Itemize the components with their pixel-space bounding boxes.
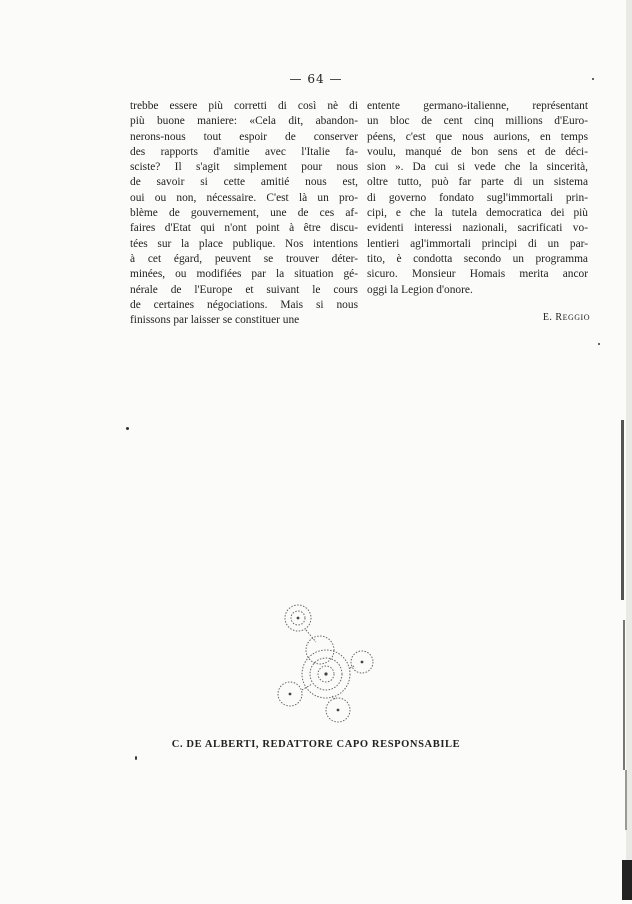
scan-speck	[135, 756, 137, 760]
left-column	[130, 99, 358, 328]
text-line: de certaines négociations. Mais si nous	[130, 298, 358, 311]
text-line: un bloc de cent cinq millions d'Euro-	[367, 115, 588, 128]
text-line: voulu, manqué de bon sens et de déci-	[367, 145, 588, 158]
text-line: lentieri agl'immortali principi di un par-	[367, 237, 588, 250]
text-line: blème de gouvernement, une de ces af-	[130, 207, 358, 220]
page-number: — 64 —	[289, 72, 343, 86]
signature-initial: E. R	[542, 312, 563, 323]
scan-speck	[126, 427, 129, 430]
text-line: nérale de l'Europe et suivant le cours	[130, 283, 358, 296]
text-line: sicuro. Monsieur Homais merita ancor	[367, 268, 588, 281]
text-line: più buone maniere: «Cela dit, abandon-	[130, 115, 358, 128]
scan-speck	[592, 78, 594, 80]
right-column	[367, 99, 588, 298]
scan-edge-shadow	[612, 0, 632, 900]
text-line: trebbe essere più corretti di così nè di	[130, 100, 358, 112]
signature-rest: EGGIO	[562, 313, 590, 322]
text-line: oltre tutto, può far parte di un sistema	[367, 176, 588, 189]
author-signature	[543, 312, 590, 323]
text-line: sion ». Da cui si vede che la sincerità,	[367, 161, 588, 174]
footer-editor-credit: C. DE ALBERTI, REDATTORE CAPO RESPONSABILE	[171, 739, 461, 750]
text-line: des rapports d'amitie avec l'Italie fa-	[130, 145, 358, 158]
text-line: finissons par laisser se constituer une	[130, 314, 300, 327]
text-line: tées sur la place publique. Nos intentions	[130, 237, 358, 250]
text-line: faires d'Etat qui n'ont point à être discu-	[130, 222, 358, 235]
text-line: péens, c'est que nous aurions, en temps	[367, 130, 588, 143]
text-line: oui ou non, nécessaire. C'est là un pro-	[130, 191, 358, 204]
text-line: evidenti interessi nazionali, sacrificati vo-	[367, 222, 588, 235]
text-line: sciste? Il s'agit simplement pour nous	[130, 161, 358, 174]
printer-ornament	[276, 598, 378, 726]
text-line: di governo fondato sugl'immortali prin-	[367, 191, 588, 204]
text-line: oggi la Legion d'onore.	[367, 283, 473, 296]
scan-speck	[598, 343, 600, 345]
text-line: tito, è condotta secondo un programma	[367, 252, 588, 265]
text-line: nerons-nous tout espoir de conserver	[130, 130, 358, 143]
text-line: à cet égard, peuvent se trouver déter-	[130, 252, 358, 265]
text-line: cipi, e che la tutela democratica dei più	[367, 207, 588, 220]
text-line: minées, ou modifiées par la situation gé-	[130, 268, 358, 281]
text-line: entente germano-italienne, représentant	[367, 100, 588, 112]
text-line: de savoir si cette amitié nous est,	[130, 176, 358, 189]
